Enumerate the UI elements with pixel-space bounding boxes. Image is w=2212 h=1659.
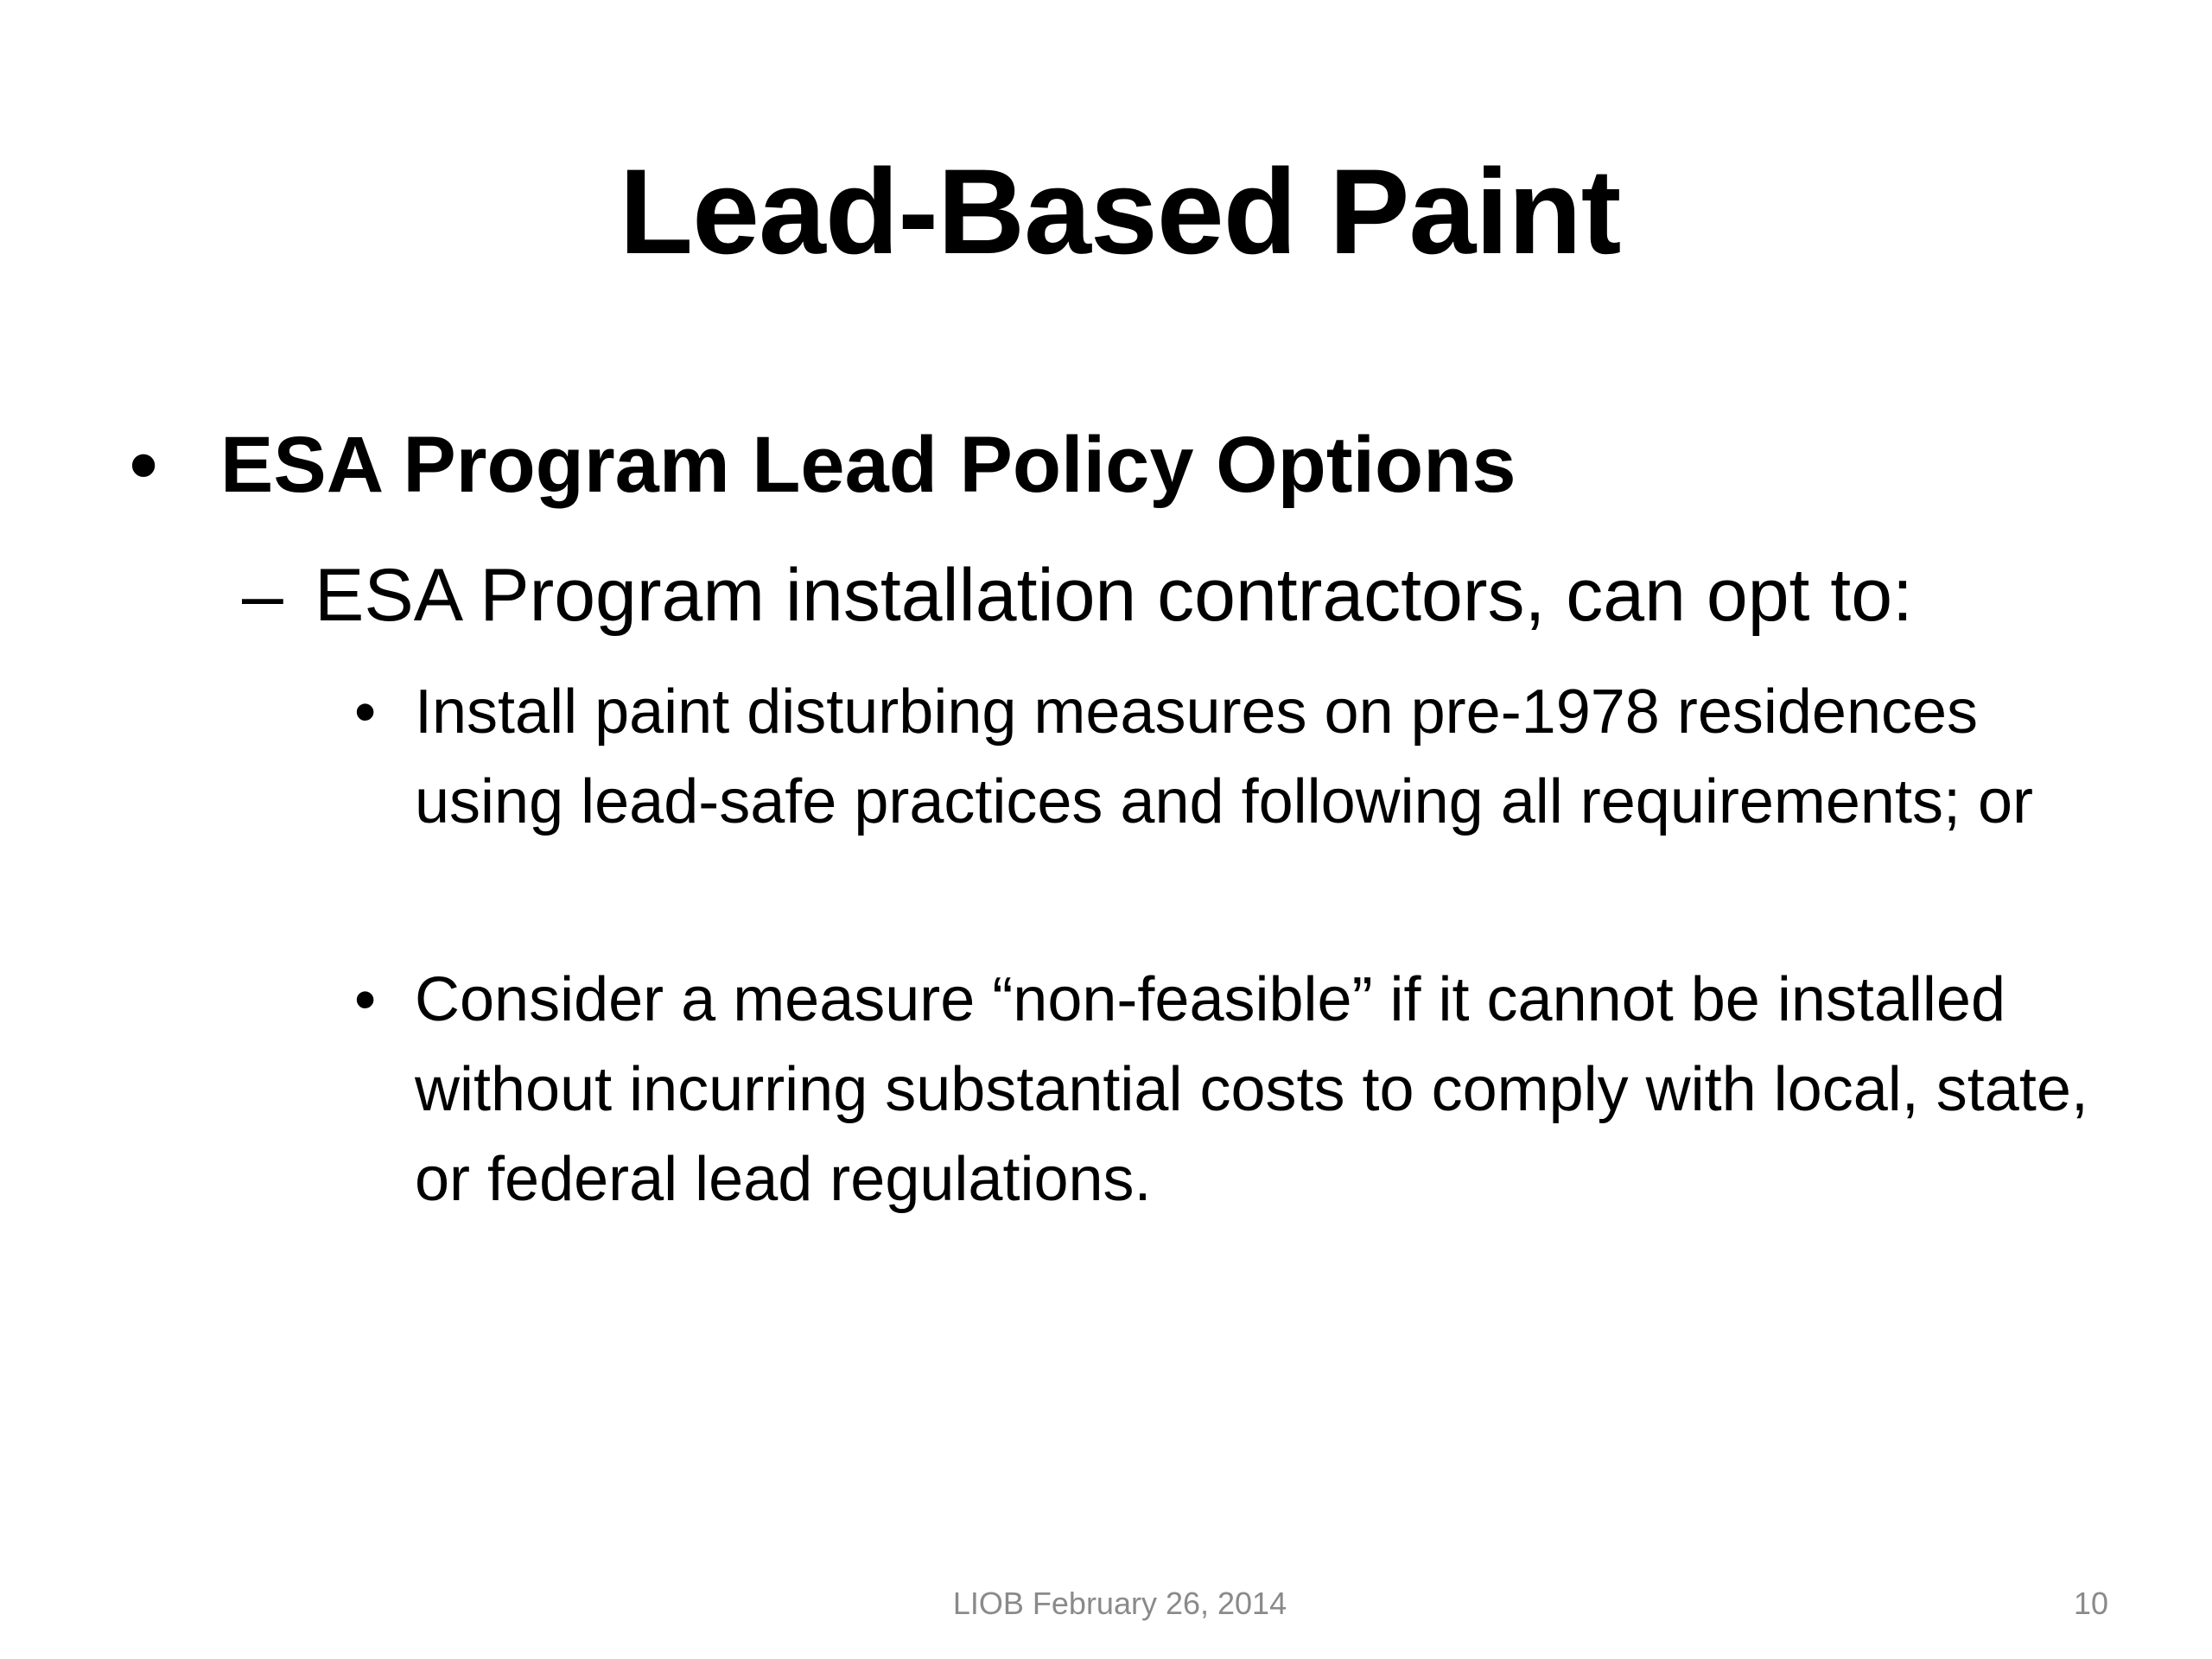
bullet-level3-text: Install paint disturbing measures on pre-1978 residences using lead-safe practices and following all requirements; or: [415, 677, 2033, 836]
bullet-level1: [130, 413, 1516, 517]
slide-title: Lead-Based Paint: [619, 143, 1621, 279]
bullet-level2-text: ESA Program installation contractors, can opt to:: [315, 554, 1913, 637]
bullet-icon: •: [354, 677, 377, 747]
bullet-icon: •: [130, 421, 158, 509]
page-number: 10: [2073, 1586, 2108, 1621]
footer-date: LIOB February 26, 2014: [952, 1586, 1287, 1621]
bullet-level1-text: ESA Program Lead Policy Options: [220, 421, 1516, 509]
bullet-level3-text: Consider a measure “non-feasible” if it cannot be installed without incurring substantial costs to comply with local, state, or federal lead regulations.: [415, 965, 2088, 1214]
dash-icon: –: [242, 554, 283, 637]
bullet-level3-item: [354, 955, 2100, 1224]
bullet-level3-item: [354, 667, 2100, 847]
bullet-level2: [242, 547, 1913, 644]
bullet-icon: •: [354, 965, 377, 1034]
